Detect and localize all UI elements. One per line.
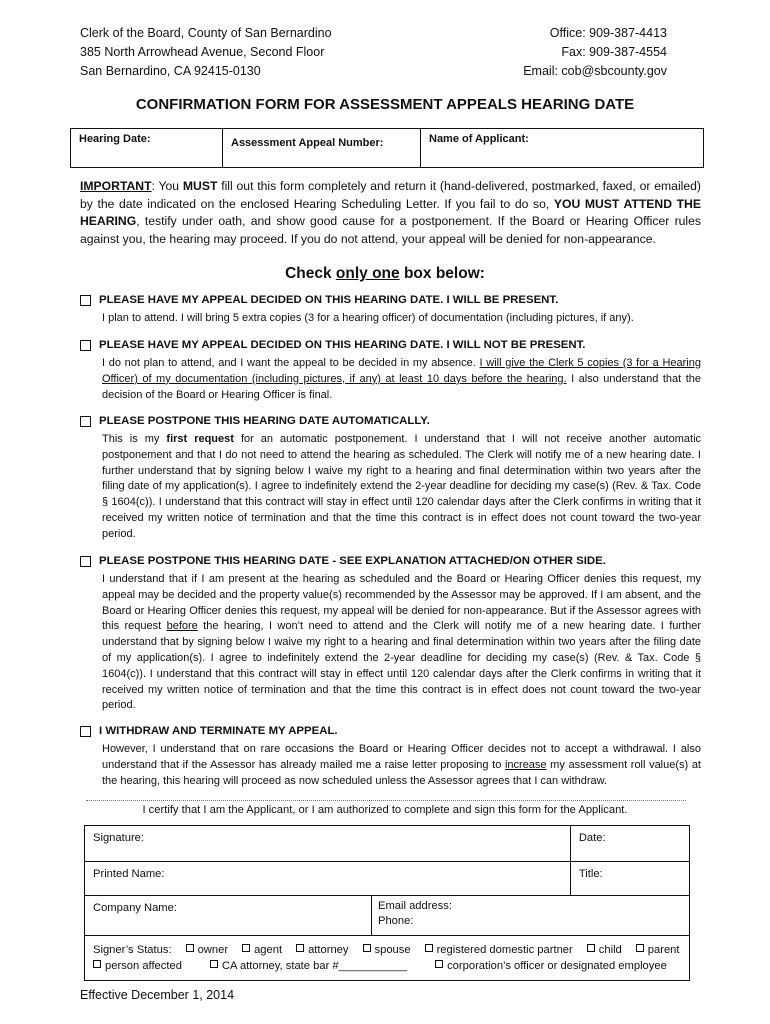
status-option-label: CA attorney, state bar #___________ — [221, 960, 408, 972]
date-field[interactable] — [570, 826, 689, 862]
status-option-label: attorney — [308, 944, 349, 956]
check-heading-text: Check — [285, 265, 336, 282]
option-body — [102, 356, 701, 403]
checkbox[interactable] — [636, 944, 644, 952]
must-text: MUST — [182, 179, 218, 193]
status-option-label: person affected — [105, 960, 182, 972]
status-option-label: child — [598, 944, 622, 956]
status-option-attorney[interactable] — [296, 942, 348, 958]
fax-number: Fax: 909-387-4554 — [561, 45, 667, 59]
option-text-bold: first request — [166, 433, 234, 445]
important-notice — [80, 178, 701, 248]
hearing-date-label: Hearing Date: — [79, 133, 151, 145]
applicant-name-label: Name of Applicant: — [429, 133, 529, 145]
option-text: I do not plan to attend, and I want the appeal to be decided in my absence. — [102, 357, 480, 369]
applicant-name-field[interactable] — [421, 129, 703, 167]
signer-status — [85, 936, 690, 981]
printed-name-field[interactable] — [85, 862, 571, 896]
option-text: However, I understand that on rare occasions the Board or Hearing Officer decides not to accept a withdrawal. I also understand that if the Assessor has already mailed me a raise letter proposing to — [102, 743, 701, 771]
option-title: PLEASE HAVE MY APPEAL DECIDED ON THIS HEARING DATE. I WILL BE PRESENT. — [99, 294, 559, 306]
option-title: I WITHDRAW AND TERMINATE MY APPEAL. — [99, 725, 338, 737]
checkbox[interactable] — [93, 960, 101, 968]
header-address — [80, 24, 332, 81]
important-text: , testify under oath, and show good cause for a postponement. If the Board or Hearing Officer rules against you, the hearing may proceed. If you do not attend, your appeal will be denied for non-appearance. — [80, 214, 701, 246]
form-title: CONFIRMATION FORM FOR ASSESSMENT APPEALS HEARING DATE — [135, 96, 635, 113]
checkbox[interactable] — [425, 944, 433, 952]
option-body — [102, 572, 701, 714]
must-attend-text: YOU MUST ATTEND THE HEARING — [80, 196, 701, 229]
option-postpone-explanation — [80, 555, 701, 714]
email-address: Email: cob@sbcounty.gov — [523, 64, 667, 78]
checkbox[interactable] — [80, 340, 91, 351]
title-label: Title: — [578, 868, 603, 880]
status-option-label: spouse — [374, 944, 411, 956]
option-text: I understand that if I am present at the hearing as scheduled and the Board or Hearing Officer denies this request, my appeal may be decided and the property value(s) recommended by the Assessor may be approved. If I am absent, and the Board or Hearing Officer denies this request, my appeal will be denied for non-appearance. But if the Assessor agrees with this request — [102, 573, 701, 633]
status-option-parent[interactable] — [636, 942, 680, 958]
status-option-agent[interactable] — [242, 942, 282, 958]
status-option-label: corporation’s officer or designated employee — [447, 960, 667, 972]
status-option-ca-attorney[interactable] — [210, 958, 407, 974]
option-body — [102, 432, 701, 543]
header-contact — [523, 24, 667, 81]
date-label: Date: — [578, 832, 606, 844]
check-heading-text: box below: — [399, 265, 485, 282]
checkbox[interactable] — [587, 944, 595, 952]
status-option-person-affected[interactable] — [93, 958, 182, 974]
checkbox[interactable] — [363, 944, 371, 952]
checkbox[interactable] — [80, 726, 91, 737]
option-text: for an automatic postponement. I understand that I will not receive another automatic postponement and that I do not need to attend the hearing as scheduled. The Clerk will notify me of a new hearing date. I further understand that by signing below I waive my right to a hearing and final determination within two years after the filing date of my application(s). I agree to indefinitely extend the 2-year deadline for deciding my case(s) (Rev. & Tax. Code § 1604(c)). I understand that this contract will stay in effect until 120 calendar days after the Clerk confirms in writing that it received my written notice of termination and that the time this contract is in effect does not count toward the two-year period. — [102, 433, 702, 540]
status-option-owner[interactable] — [186, 942, 228, 958]
option-title: PLEASE POSTPONE THIS HEARING DATE - SEE EXPLANATION ATTACHED/ON OTHER SIDE. — [99, 555, 606, 567]
hearing-date-field[interactable] — [71, 129, 223, 167]
signature-table — [84, 825, 690, 981]
certification-text: I certify that I am the Applicant, or I am authorized to complete and sign this form for the Applicant. — [142, 804, 628, 816]
signature-label: Signature: — [93, 832, 144, 844]
checkbox[interactable] — [80, 416, 91, 427]
important-text: : You — [151, 179, 183, 193]
status-option-partner[interactable] — [425, 942, 573, 958]
option-body — [102, 742, 701, 789]
checkbox[interactable] — [186, 944, 194, 952]
status-option-child[interactable] — [587, 942, 622, 958]
status-option-label: parent — [647, 944, 680, 956]
option-withdraw — [80, 725, 701, 789]
check-heading — [0, 265, 770, 283]
office-phone: Office: 909-387-4413 — [549, 26, 667, 40]
printed-name-label: Printed Name: — [93, 868, 165, 880]
important-label: IMPORTANT — [80, 179, 152, 193]
email-label: Email address: — [378, 900, 452, 912]
option-present — [80, 294, 701, 327]
status-option-corporate-officer[interactable] — [435, 958, 667, 974]
option-title: PLEASE HAVE MY APPEAL DECIDED ON THIS HEARING DATE. I WILL NOT BE PRESENT. — [99, 339, 586, 351]
contact-field[interactable] — [372, 896, 690, 936]
divider — [86, 800, 686, 801]
option-text-underlined: before — [166, 620, 198, 633]
status-option-label: agent — [254, 944, 283, 956]
checkbox[interactable] — [210, 960, 218, 968]
company-field[interactable] — [85, 896, 372, 936]
appeal-number-label: Assessment Appeal Number: — [231, 137, 384, 149]
checkbox[interactable] — [242, 944, 250, 952]
appeal-number-field[interactable] — [223, 129, 421, 167]
option-body: I plan to attend. I will bring 5 extra copies (3 for a hearing officer) of documentation (including pictures, if any). — [102, 312, 634, 324]
header-line: San Bernardino, CA 92415-0130 — [80, 64, 261, 78]
checkbox[interactable] — [296, 944, 304, 952]
header-line: 385 North Arrowhead Avenue, Second Floor — [80, 45, 325, 59]
option-text: I also understand that the decision of the Board or Hearing Officer is final. — [102, 372, 701, 401]
status-option-label: registered domestic partner — [436, 944, 573, 956]
option-text: the hearing, I won’t need to attend and the Clerk will notify me of a new hearing date. I further understand that by signing below I waive my right to a hearing and final determination within two years after the filing date of my application(s). I agree to indefinitely extend the 2-year deadline for deciding my case(s) (Rev. & Tax. Code § 1604(c)). I understand that this contract will stay in effect until 120 calendar days after the Clerk confirms in writing that it received my written notice of termination and that the time this contract is in effect does not count toward the two-year period. — [102, 620, 701, 712]
option-not-present — [80, 339, 701, 403]
checkbox[interactable] — [80, 295, 91, 306]
checkbox[interactable] — [80, 556, 91, 567]
status-option-label: owner — [197, 944, 229, 956]
status-option-spouse[interactable] — [363, 942, 411, 958]
option-title: PLEASE POSTPONE THIS HEARING DATE AUTOMATICALLY. — [99, 415, 430, 427]
option-text: my assessment roll value(s) at the hearing, this hearing will proceed as now scheduled unless the Assessor agrees that I can withdraw. — [102, 758, 701, 787]
signer-status-label: Signer’s Status: — [93, 944, 172, 956]
option-auto-postpone — [80, 415, 701, 543]
effective-date: Effective December 1, 2014 — [80, 988, 235, 1002]
header-line: Clerk of the Board, County of San Bernardino — [80, 26, 332, 40]
company-label: Company Name: — [93, 902, 177, 914]
checkbox[interactable] — [435, 960, 443, 968]
option-text: This is my — [102, 433, 167, 445]
option-text-underlined: increase — [504, 758, 547, 771]
phone-label: Phone: — [378, 915, 414, 927]
title-field[interactable] — [570, 862, 689, 896]
important-text: fill out this form completely and return it (hand-delivered, postmarked, faxed, or emailed) by the date indicated on the enclosed Hearing Scheduling Letter. If you fail to do so, — [80, 179, 701, 211]
option-text-underlined: I will give the Clerk 5 copies (3 for a Hearing Officer) of my documentation (including pictures, if any) at least 10 days before the hearing. — [102, 357, 701, 385]
check-heading-emphasis: only one — [335, 265, 400, 282]
hearing-info-box — [70, 128, 704, 168]
signature-field[interactable] — [85, 826, 571, 862]
